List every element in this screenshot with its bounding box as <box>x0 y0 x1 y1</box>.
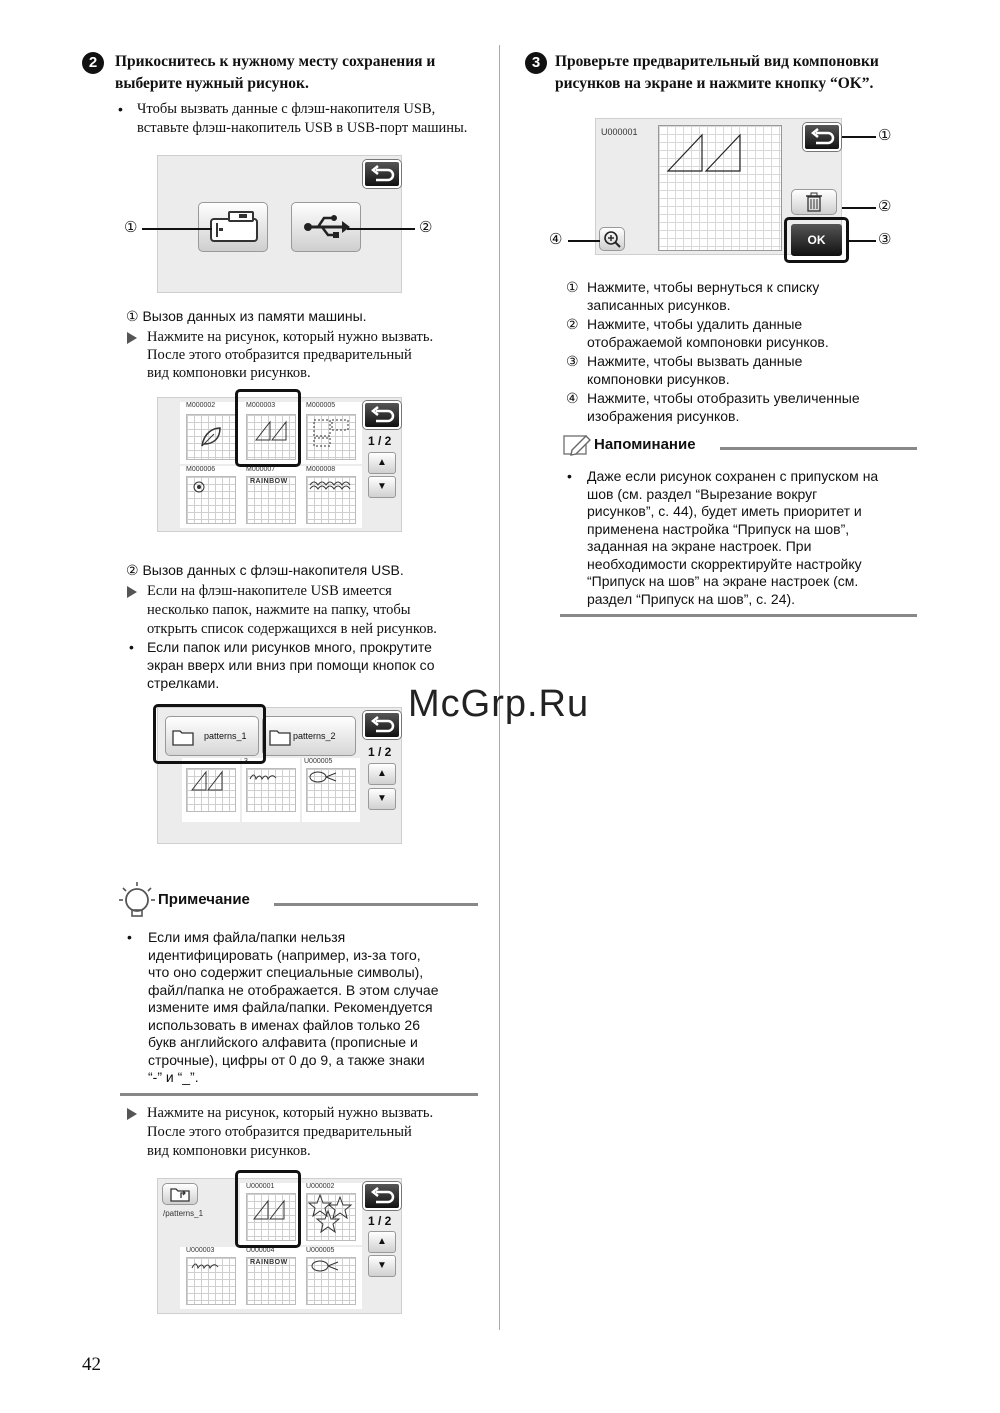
return-arrow-icon <box>365 162 399 186</box>
item1-sub-line1: Нажмите на рисунок, который нужно вызвать. <box>147 329 434 345</box>
highlight-frame <box>235 389 301 467</box>
callout-line <box>347 228 415 230</box>
scroll-down-button[interactable]: ▼ <box>368 476 396 498</box>
machine-icon <box>199 203 267 251</box>
step-2-number: 2 <box>82 52 104 74</box>
note-line: строчные), цифры от 0 до 9, а также знаки <box>148 1051 425 1068</box>
note-line: использовать в именах файлов только 26 <box>148 1016 421 1033</box>
pattern-thumb[interactable]: U000003 <box>180 1247 242 1309</box>
item2-bullet-line1: Если папок или рисунков много, прокрутите <box>147 639 432 655</box>
bullet-dot: • <box>129 639 134 655</box>
preview-callout-4: ④ <box>549 231 563 248</box>
item-line: Нажмите, чтобы вернуться к списку <box>587 279 820 295</box>
triangle-bullet-icon <box>127 332 137 344</box>
step-3-title-line2: рисунков на экране и нажмите кнопку “OK”. <box>555 75 874 92</box>
reminder-line: раздел “Припуск на шов”, с. 24). <box>587 590 796 607</box>
item1-sub-line2: После этого отобразится предварительный <box>147 347 412 363</box>
usb-hint-line1: Чтобы вызвать данные с флэш-накопителя USB, <box>137 101 436 117</box>
highlight-frame <box>235 1170 301 1248</box>
reminder-heading: Напоминание <box>594 436 696 453</box>
highlight-frame <box>153 704 266 764</box>
tail-line1: Нажмите на рисунок, который нужно вызвать. <box>147 1105 434 1121</box>
callout-line <box>142 228 212 230</box>
item-number: ① <box>566 279 579 295</box>
item-line: изображения рисунков. <box>587 408 740 424</box>
rainbow-text: RAINBOW <box>250 478 288 485</box>
folder-button-patterns-1[interactable]: patterns_1 <box>165 716 259 756</box>
usb-button[interactable] <box>291 202 361 252</box>
usb-icon <box>292 203 360 251</box>
back-button[interactable] <box>363 1182 401 1210</box>
flower-icon <box>190 480 208 494</box>
storage-select-screen <box>157 155 402 293</box>
pattern-thumb[interactable]: U000005 <box>300 1247 362 1309</box>
back-button[interactable] <box>363 401 401 429</box>
triangle-bullet-icon <box>127 586 137 598</box>
bullet-dot: • <box>118 101 123 117</box>
reminder-bottom-rule <box>560 614 917 617</box>
stars-icon <box>308 1193 354 1233</box>
note-top-rule <box>274 903 478 906</box>
zoom-button[interactable] <box>599 227 625 251</box>
callout-line <box>568 240 600 242</box>
pattern-thumb[interactable]: U000004 RAINBOW <box>240 1247 302 1309</box>
item2-sub-line3: открыть список содержащихся в ней рисунков. <box>147 621 437 637</box>
page-number: 42 <box>82 1354 101 1375</box>
pattern-thumb[interactable]: U000005 <box>302 758 360 822</box>
item-line: отображаемой компоновки рисунков. <box>587 334 829 350</box>
machine-memory-button[interactable] <box>198 202 268 252</box>
pattern-thumb[interactable]: M000002 <box>180 402 242 464</box>
step-3-title-line1: Проверьте предварительный вид компоновки <box>555 53 879 70</box>
note-bottom-rule <box>120 1093 478 1096</box>
return-arrow-icon <box>365 713 399 737</box>
preview-callout-3: ③ <box>878 231 892 248</box>
note-line: букв английского алфавита (прописные и <box>148 1034 418 1050</box>
triangle-bullet-icon <box>127 1108 137 1120</box>
scallop-border-icon <box>308 478 354 492</box>
item1-sub-line3: вид компоновки рисунков. <box>147 365 311 381</box>
screen1-callout-1: ① <box>124 219 138 236</box>
note-body <box>148 929 478 1087</box>
item2-sub-line1: Если на флэш-накопителе USB имеется <box>147 583 392 599</box>
scroll-down-button[interactable]: ▼ <box>368 788 396 810</box>
callout-line <box>849 240 876 242</box>
parent-folder-button[interactable] <box>162 1183 198 1205</box>
preview-callout-1: ① <box>878 127 892 144</box>
ok-button[interactable]: OK <box>791 224 842 256</box>
pattern-thumb[interactable]: 3 <box>242 758 300 822</box>
trash-icon <box>792 190 836 214</box>
script-text-icon <box>248 770 278 782</box>
lightbulb-note-icon <box>118 880 156 918</box>
pattern-thumb[interactable]: M000005 <box>300 402 362 464</box>
back-button[interactable] <box>363 160 401 188</box>
item2-bullet-line2: экран вверх или вниз при помощи кнопок со <box>147 657 435 673</box>
item-number: ② <box>566 316 579 332</box>
return-arrow-icon <box>365 403 399 427</box>
step-2-title-line2: выберите нужный рисунок. <box>115 75 309 92</box>
pattern-thumb[interactable]: M000008 <box>300 466 362 528</box>
note-line: “-” и “_”. <box>148 1069 199 1085</box>
page-indicator: 1 / 2 <box>368 745 392 759</box>
note-heading: Примечание <box>158 891 250 908</box>
callout-line <box>842 207 876 209</box>
pattern-thumb[interactable]: U000002 <box>300 1183 362 1245</box>
item-line: Нажмите, чтобы удалить данные <box>587 316 803 332</box>
folder-button-patterns-2[interactable]: patterns_2 <box>262 716 356 756</box>
back-button[interactable] <box>803 123 841 151</box>
back-button[interactable] <box>363 711 401 739</box>
leaf-icon <box>198 424 224 450</box>
watermark: McGrp.Ru <box>408 683 590 725</box>
reminder-line: Даже если рисунок сохранен с припуском на <box>587 468 879 484</box>
return-arrow-icon <box>805 125 839 149</box>
triangles-icon <box>190 770 226 792</box>
item2-bullet-line3: стрелками. <box>147 675 220 691</box>
folder-up-icon <box>163 1184 197 1204</box>
pattern-thumb[interactable] <box>182 758 240 822</box>
pattern-thumb[interactable]: U000001 <box>240 1183 302 1245</box>
pattern-thumb[interactable]: M000007 RAINBOW <box>240 466 302 528</box>
zoom-in-icon <box>600 228 624 250</box>
reminder-line: заданная на экране настроек. При <box>587 538 812 554</box>
preview-file-name: U000001 <box>601 127 638 137</box>
screen1-callout-2: ② <box>419 219 433 236</box>
preview-triangles <box>666 133 746 173</box>
preview-callout-2: ② <box>878 198 892 215</box>
item2-label: ② Вызов данных с флэш-накопителя USB. <box>126 562 404 578</box>
reminder-line: шов (см. раздел “Вырезание вокруг <box>587 485 818 502</box>
item-line: записанных рисунков. <box>587 297 731 313</box>
item-line: компоновки рисунков. <box>587 371 730 387</box>
tail-line3: вид компоновки рисунков. <box>147 1143 311 1159</box>
note-line: измените имя файла/папки. Рекомендуется <box>148 999 433 1015</box>
folder-path: /patterns_1 <box>163 1209 204 1218</box>
reminder-line: “Припуск на шов” на экране настроек (см. <box>587 573 859 589</box>
scroll-up-button[interactable]: ▲ <box>368 763 396 785</box>
item2-sub-line2: несколько папок, нажмите на папку, чтобы <box>147 602 411 618</box>
script-text-icon <box>190 1259 220 1271</box>
oval-icon <box>310 1259 340 1273</box>
bullet-dot: • <box>567 468 572 484</box>
bullet-dot: • <box>127 929 132 945</box>
scroll-down-button[interactable]: ▼ <box>368 1255 396 1277</box>
return-arrow-icon <box>365 1184 399 1208</box>
reminder-line: применена настройка “Припуск на шов”, <box>587 520 850 537</box>
oval-icon <box>308 770 338 784</box>
item1-label: ① Вызов данных из памяти машины. <box>126 308 367 324</box>
item-number: ④ <box>566 390 579 406</box>
scroll-up-button[interactable]: ▲ <box>368 452 396 474</box>
note-line: идентифицировать (например, из-за того, <box>148 946 421 963</box>
usb-hint-line2: вставьте флэш-накопитель USB в USB-порт машины. <box>137 120 468 136</box>
note-line: что оно содержит специальные символы), <box>148 964 424 980</box>
reminder-body <box>587 468 919 608</box>
pencil-memo-icon <box>562 432 592 456</box>
page-indicator: 1 / 2 <box>368 1214 392 1228</box>
dashed-boxes-icon <box>312 418 352 448</box>
page-indicator: 1 / 2 <box>368 434 392 448</box>
note-line: файл/папка не отображается. В этом случае <box>148 981 439 998</box>
reminder-top-rule <box>720 447 917 450</box>
item-line: Нажмите, чтобы отобразить увеличенные <box>587 390 860 406</box>
folder-icon <box>269 728 291 746</box>
reminder-line: рисунков”, с. 44), будет иметь приоритет и <box>587 503 862 519</box>
delete-button[interactable] <box>791 189 837 215</box>
step-2-title-line1: Прикоснитесь к нужному месту сохранения и <box>115 53 436 70</box>
step-3-number: 3 <box>525 52 547 74</box>
item-number: ③ <box>566 353 579 369</box>
tail-line2: После этого отобразится предварительный <box>147 1124 412 1140</box>
scroll-up-button[interactable]: ▲ <box>368 1231 396 1253</box>
pattern-thumb[interactable]: M000003 <box>240 402 302 464</box>
ok-highlight-frame <box>784 217 849 263</box>
pattern-thumb[interactable]: M000006 <box>180 466 242 528</box>
item-line: Нажмите, чтобы вызвать данные <box>587 353 803 369</box>
reminder-line: необходимости скорректируйте настройку <box>587 555 862 572</box>
callout-line <box>842 136 876 138</box>
note-line: Если имя файла/папки нельзя <box>148 929 346 945</box>
rainbow-text: RAINBOW <box>250 1259 288 1266</box>
